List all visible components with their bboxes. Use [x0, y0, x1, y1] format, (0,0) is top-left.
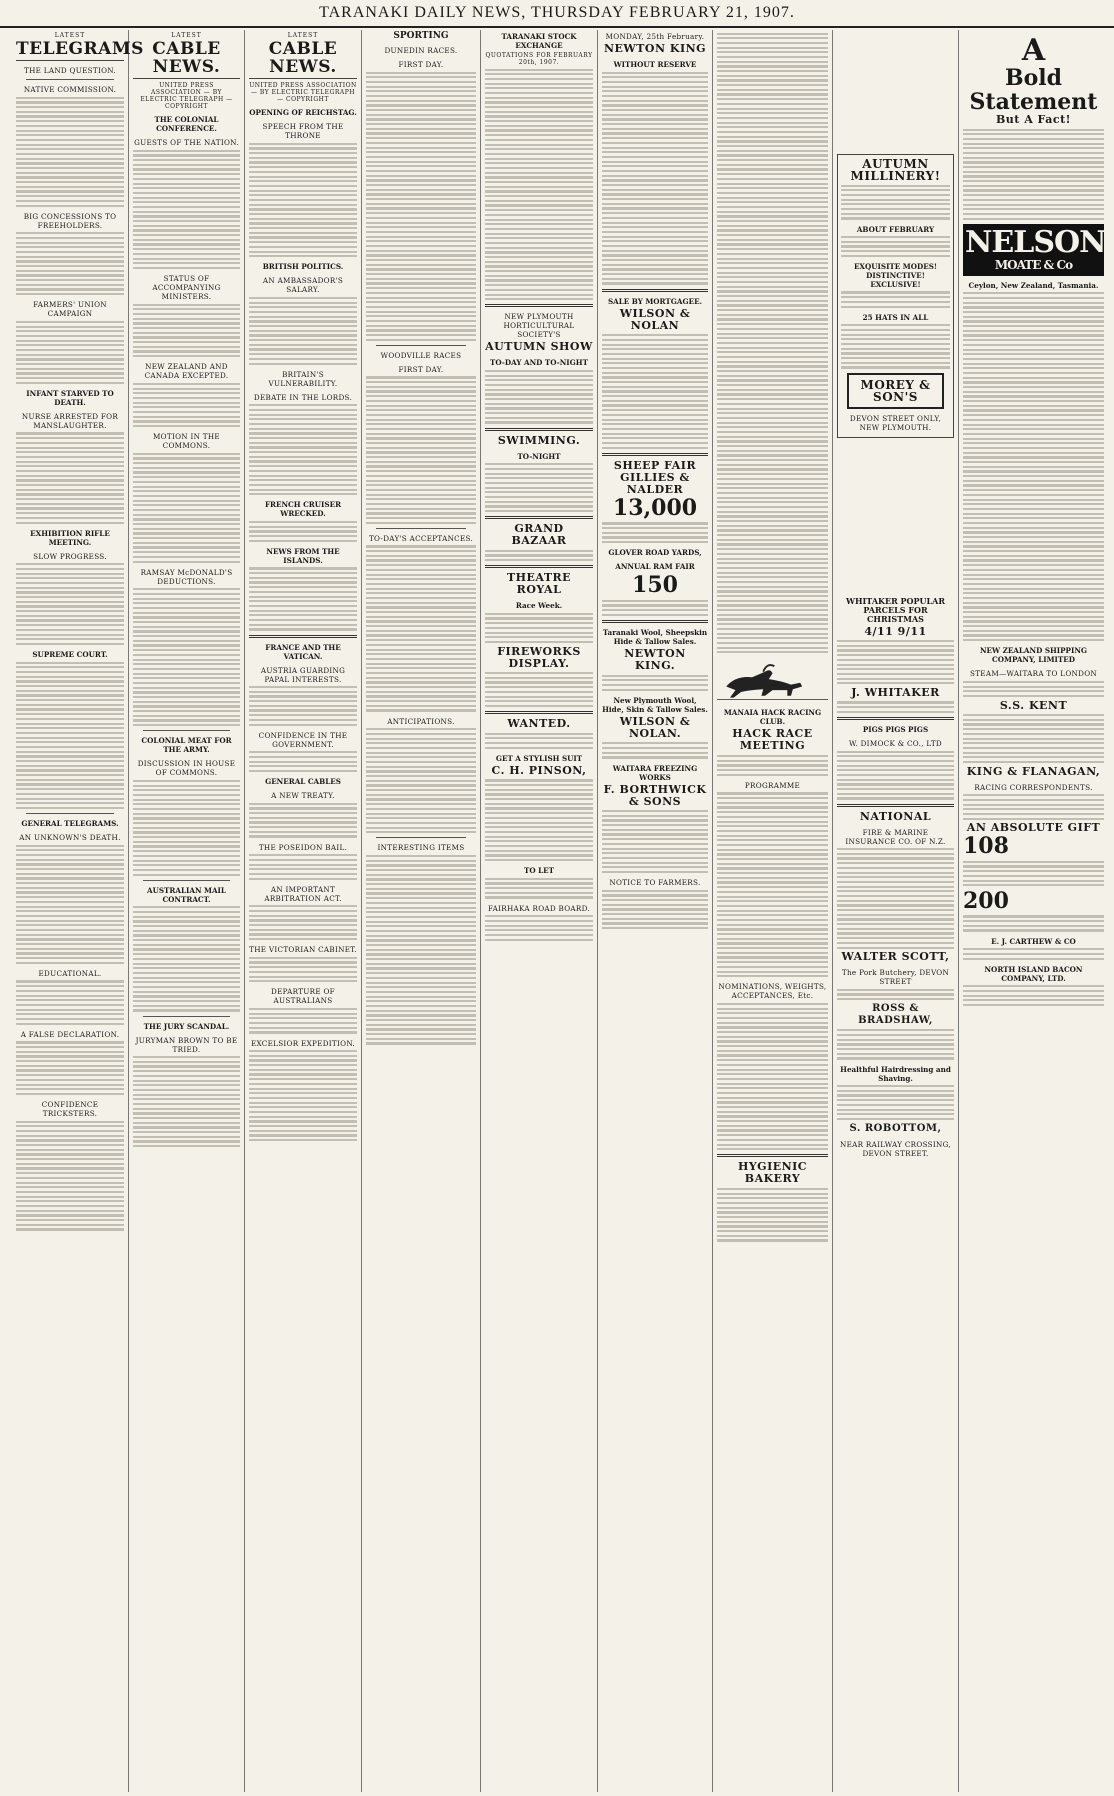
divider: [602, 453, 708, 456]
ad-title: HYGIENIC BAKERY: [737, 1160, 808, 1186]
article-text: [366, 545, 476, 711]
article-text: [133, 906, 240, 1011]
ad-title: WILSON & NOLAN: [619, 306, 691, 332]
ad-address: DEVON STREET ONLY, NEW PLYMOUTH.: [849, 413, 942, 432]
ad-heading: The Pork Butchery, DEVON STREET: [841, 968, 950, 987]
section-subheading: FIRST DAY.: [398, 60, 444, 69]
ad-heading: RACING CORRESPONDENTS.: [974, 782, 1093, 792]
section-heading: EXHIBITION RIFLE MEETING.: [30, 528, 110, 547]
article-text: [133, 780, 240, 876]
article-text: [366, 72, 476, 341]
section-heading: THE COLONIAL CONFERENCE.: [154, 115, 219, 134]
ad-title: NEWTON KING.: [624, 647, 686, 672]
ad-big-number: 150: [632, 572, 678, 599]
ad-text: [485, 878, 593, 899]
section-subheading: EDUCATIONAL.: [38, 968, 102, 978]
article-text: [16, 232, 124, 295]
divider: [485, 565, 593, 568]
ad-title: THEATRE ROYAL: [506, 571, 572, 597]
article-text: [366, 855, 476, 1045]
divider: [26, 813, 114, 814]
ad-heading: Ceylon, New Zealand, Tasmania.: [968, 280, 1099, 290]
ad-text: [717, 755, 828, 776]
ad-text: [717, 1003, 828, 1151]
ad-heading: NOTICE TO FARMERS.: [609, 878, 701, 888]
ad-text: [837, 989, 954, 1001]
ad-text: [602, 675, 708, 691]
section-subheading: FIRST DAY.: [398, 364, 444, 374]
section-heading: THE LAND QUESTION.: [23, 66, 117, 76]
divider: [602, 289, 708, 292]
ad-text: [963, 861, 1104, 887]
article-text: [249, 404, 357, 495]
article-text: [133, 304, 240, 358]
article-text: [249, 803, 357, 838]
article-text: [16, 432, 124, 523]
section-heading: BIG CONCESSIONS TO FREEHOLDERS.: [23, 211, 117, 230]
ad-title: ROSS & BRADSHAW,: [858, 1002, 933, 1026]
article-text: [133, 150, 240, 269]
blank-space: [837, 30, 954, 150]
column-title: CABLE NEWS.: [133, 40, 240, 79]
section-heading: BRITISH POLITICS.: [262, 262, 344, 272]
ad-heading: WITHOUT RESERVE: [613, 60, 697, 69]
ad-heading: Race Week.: [515, 601, 563, 611]
divider: [26, 79, 114, 80]
ad-heading: MANAIA HACK RACING CLUB.: [723, 708, 822, 727]
ad-text: [717, 1188, 828, 1242]
ad-heading: SALE BY MORTGAGEE.: [607, 296, 703, 306]
masthead: TARANAKI DAILY NEWS, THURSDAY FEBRUARY 21, 1907.: [0, 0, 1114, 28]
divider: [143, 730, 230, 731]
column-cable-news-2: [245, 30, 362, 1792]
ad-text: [963, 915, 1104, 931]
ad-heading: Healthful Hairdressing and Shaving.: [840, 1064, 951, 1083]
section-subheading: GUESTS OF THE NATION.: [134, 138, 239, 148]
divider: [249, 635, 357, 638]
column-auctions: [598, 30, 713, 1792]
ad-heading: WAITARA FREEZING WORKS: [612, 763, 698, 782]
ad-text: [717, 792, 828, 977]
ad-title: HACK RACE MEETING: [732, 727, 813, 753]
column-auction-detail: [713, 30, 833, 1792]
section-subheading: AUSTRIA GUARDING PAPAL INTERESTS.: [260, 665, 346, 684]
article-text: [249, 143, 357, 258]
section-heading: FARMERS' UNION CAMPAIGN: [33, 300, 107, 319]
article-text: [249, 1050, 357, 1141]
ad-title: S.S. KENT: [999, 698, 1068, 712]
section-subheading: DEPARTURE OF AUSTRALIANS: [271, 987, 335, 1006]
article-text: [249, 297, 357, 365]
ad-text: [837, 640, 954, 684]
ad-title: WILSON & NOLAN.: [619, 714, 691, 740]
article-text: [133, 588, 240, 726]
divider: [717, 1154, 828, 1157]
ad-prices: 4/11 9/11: [864, 624, 927, 638]
section-heading: FRENCH CRUISER WRECKED.: [264, 500, 342, 519]
section-heading: WOODVILLE RACES: [380, 350, 462, 360]
divider: [143, 1016, 230, 1017]
ad-big-number: 108: [963, 833, 1009, 860]
ad-heading: W. DIMOCK & CO., LTD: [849, 739, 942, 748]
column-stock-exchange: [481, 30, 598, 1792]
divider: [485, 428, 593, 431]
ad-text: [963, 948, 1104, 960]
ad-heading: PIGS PIGS PIGS: [862, 725, 929, 734]
ad-text: [485, 550, 593, 562]
divider: [837, 717, 954, 720]
section-heading: OPENING OF REICHSTAG.: [249, 108, 357, 118]
section-subheading: DEBATE IN THE LORDS.: [253, 392, 353, 402]
article-text: [249, 521, 357, 542]
ad-title: KING & FLANAGAN,: [966, 764, 1101, 778]
section-subheading: BRITAIN'S VULNERABILITY.: [268, 369, 338, 388]
ad-text: [837, 1085, 954, 1120]
ad-heading: 25 HATS IN ALL: [862, 312, 929, 322]
ad-text: [602, 810, 708, 873]
tea-brand-logo: [963, 224, 1104, 276]
column-telegrams: [12, 30, 144, 1792]
divider: [837, 804, 954, 807]
ad-text: [841, 291, 950, 307]
ad-address: NEAR RAILWAY CROSSING, DEVON STREET.: [840, 1139, 951, 1158]
ad-title: AUTUMN MILLINERY!: [850, 157, 941, 183]
ad-text: [963, 681, 1104, 697]
ad-title: S. ROBOTTOM,: [849, 1122, 942, 1134]
ad-text: [602, 890, 708, 930]
ad-title: F. BORTHWICK & SONS: [603, 782, 707, 808]
article-text: [16, 97, 124, 207]
ad-heading: New Plymouth Wool, Hide, Skin & Tallow Sales.: [602, 695, 708, 714]
kicker: LATEST: [287, 32, 319, 39]
ad-text: [602, 742, 708, 758]
classified-text: [963, 292, 1104, 641]
section-heading: FRANCE AND THE VATICAN.: [265, 642, 341, 661]
ad-text: [602, 600, 708, 616]
ad-text: [602, 334, 708, 449]
column-shop-ads: [833, 30, 959, 1792]
section-heading: SUPREME COURT.: [32, 650, 108, 660]
horse-icon: [717, 657, 828, 703]
ad-text: [963, 129, 1104, 220]
column-title: SPORTING: [393, 31, 449, 41]
section-subheading: EXCELSIOR EXPEDITION.: [250, 1038, 356, 1048]
stock-table: [485, 69, 593, 301]
brand-sub: MOATE & Co: [994, 257, 1073, 272]
section-subheading: THE VICTORIAN CABINET.: [249, 945, 357, 955]
ad-text: [963, 794, 1104, 820]
kicker: LATEST: [54, 32, 86, 39]
section-subheading: SPEECH FROM THE THRONE: [262, 122, 344, 141]
ad-title: NATIONAL: [859, 809, 932, 823]
ad-text: [963, 985, 1104, 1006]
ad-big-number: 200: [963, 887, 1009, 914]
ad-text: [841, 324, 950, 368]
ad-text: [485, 915, 593, 941]
section-subheading: AN IMPORTANT ARBITRATION ACT.: [264, 884, 342, 903]
ad-text: [602, 72, 708, 285]
article-text: [16, 321, 124, 384]
section-subheading: THE POSEIDON BAIL.: [258, 842, 348, 852]
divider: [485, 516, 593, 519]
section-subheading: NEW ZEALAND AND CANADA EXCEPTED.: [144, 362, 229, 381]
section-heading: TO-DAY'S ACCEPTANCES.: [368, 533, 474, 543]
ad-subtitle: But A Fact!: [995, 113, 1071, 126]
millinery-advert: [837, 154, 954, 438]
ad-heading: Taranaki Wool, Sheepskin Hide & Tallow Sales.: [602, 628, 708, 646]
ad-title: WANTED.: [507, 717, 571, 731]
section-subheading: STATUS OF ACCOMPANYING MINISTERS.: [152, 274, 221, 302]
ad-title: NEWTON KING: [603, 42, 707, 55]
ad-heading: TO-NIGHT: [517, 451, 561, 461]
ad-title: GRAND BAZAAR: [511, 522, 567, 548]
ad-text: [485, 370, 593, 424]
ad-heading: ABOUT FEBRUARY: [856, 224, 935, 234]
ad-title: C. H. PINSON,: [491, 763, 587, 777]
article-text: [133, 453, 240, 563]
ad-text: [837, 701, 954, 713]
column-subtitle: UNITED PRESS ASSOCIATION — BY ELECTRIC TELEGRAPH — COPYRIGHT: [140, 82, 233, 111]
ad-text: [485, 733, 593, 749]
column-title: TELEGRAMS: [16, 39, 144, 60]
article-text: [249, 854, 357, 880]
ad-text: [841, 185, 950, 220]
article-text: [16, 662, 124, 810]
article-text: [16, 1041, 124, 1095]
article-text: [249, 686, 357, 726]
section-subheading: A FALSE DECLARATION.: [20, 1029, 120, 1039]
ad-title: MOREY & SON'S: [847, 373, 944, 409]
article-text: [249, 567, 357, 630]
ad-title: AN ABSOLUTE GIFT: [966, 821, 1101, 835]
ad-heading: GET A STYLISH SUIT: [495, 753, 583, 763]
brand-name: NELSON: [965, 224, 1106, 260]
ad-big-letter: A: [1021, 33, 1046, 68]
section-heading: INFANT STARVED TO DEATH.: [26, 388, 114, 407]
ad-date: MONDAY, 25th February.: [605, 32, 705, 41]
ad-heading: NORTH ISLAND BACON COMPANY, LTD.: [984, 964, 1083, 983]
section-subheading: DISCUSSION IN HOUSE OF COMMONS.: [137, 759, 236, 778]
article-text: [366, 376, 476, 524]
article-text: [133, 1056, 240, 1147]
ad-text: [485, 672, 593, 707]
ad-heading: EXQUISITE MODES! DISTINCTIVE! EXCLUSIVE!: [853, 261, 938, 289]
ad-text: [837, 848, 954, 949]
ad-heading: ANNUAL RAM FAIR: [615, 562, 695, 572]
ad-title: WALTER SCOTT,: [841, 950, 950, 964]
ad-heading: NEW PLYMOUTH HORTICULTURAL SOCIETY'S: [503, 312, 575, 340]
ad-title: Bold Statement: [969, 65, 1098, 115]
article-text: [249, 751, 357, 772]
ad-text: [602, 522, 708, 543]
article-text: [249, 1008, 357, 1034]
divider: [376, 345, 466, 346]
article-text: [249, 957, 357, 983]
section-heading: THE JURY SCANDAL.: [143, 1021, 230, 1031]
ad-heading: TO LET: [524, 866, 554, 876]
section-subheading: RAMSAY McDONALD'S DEDUCTIONS.: [140, 567, 233, 586]
section-subheading: NURSE ARRESTED FOR MANSLAUGHTER.: [21, 411, 119, 430]
article-text: [16, 563, 124, 645]
divider: [376, 837, 466, 838]
ad-title: FIREWORKS DISPLAY.: [497, 644, 581, 670]
kicker: LATEST: [171, 32, 202, 39]
section-heading: AUSTRALIAN MAIL CONTRACT.: [147, 885, 226, 904]
column-title: TARANAKI STOCK EXCHANGE: [501, 32, 577, 50]
article-text: [249, 905, 357, 940]
article-text: [16, 845, 124, 964]
section-heading: INTERESTING ITEMS: [377, 843, 465, 853]
section-heading: GENERAL CABLES: [265, 777, 341, 787]
ad-heading: E. J. CARTHEW & CO: [991, 936, 1076, 946]
ad-text: [837, 1029, 954, 1059]
article-text: [366, 728, 476, 833]
divider: [485, 711, 593, 714]
ad-big-number: 13,000: [612, 494, 698, 521]
ad-title: SHEEP FAIR: [613, 458, 697, 472]
section-subheading: AN UNKNOWN'S DEATH.: [19, 833, 121, 843]
article-text: [16, 1121, 124, 1231]
section-subheading: SLOW PROGRESS.: [33, 551, 107, 561]
ad-heading: STEAM—WAITARA TO LONDON: [969, 669, 1097, 679]
ad-title: SWIMMING.: [497, 433, 581, 447]
ad-heading: GLOVER ROAD YARDS,: [608, 548, 702, 558]
ad-heading: TO-DAY AND TO-NIGHT: [490, 358, 588, 368]
divider: [143, 880, 230, 881]
divider: [602, 620, 708, 623]
article-text: [133, 383, 240, 427]
column-cable-news-1: [129, 30, 245, 1792]
ad-heading: FAIRHAKA ROAD BOARD.: [487, 903, 591, 913]
column-subtitle: QUOTATIONS FOR FEBRUARY 20th, 1907.: [485, 52, 593, 66]
article-text: [16, 980, 124, 1024]
column-classifieds: [959, 30, 1108, 1792]
ad-text: [841, 236, 950, 257]
blank-space: [837, 442, 954, 592]
section-subheading: CONFIDENCE IN THE GOVERNMENT.: [258, 730, 348, 749]
column-sporting: [362, 30, 481, 1792]
divider: [376, 528, 466, 529]
ad-title: GILLIES & NALDER: [620, 470, 690, 496]
column-subtitle: UNITED PRESS ASSOCIATION — BY ELECTRIC TELEGRAPH — COPYRIGHT: [249, 82, 357, 104]
ad-heading: FIRE & MARINE INSURANCE CO. OF N.Z.: [845, 827, 946, 846]
ad-heading: NOMINATIONS, WEIGHTS, ACCEPTANCES, Etc.: [718, 982, 827, 1001]
section-heading: COLONIAL MEAT FOR THE ARMY.: [141, 736, 232, 755]
section-subheading: AN AMBASSADOR'S SALARY.: [262, 276, 344, 295]
section-heading: DUNEDIN RACES.: [384, 46, 458, 55]
section-subheading: JURYMAN BROWN TO BE TRIED.: [135, 1035, 238, 1054]
section-heading: GENERAL TELEGRAMS.: [21, 819, 119, 829]
race-horse-illustration: [717, 657, 828, 703]
ad-text: [485, 613, 593, 643]
section-subheading: A NEW TREATY.: [271, 791, 335, 801]
section-subheading: CONFIDENCE TRICKSTERS.: [41, 1100, 99, 1119]
section-heading: NEWS FROM THE ISLANDS.: [266, 546, 340, 565]
section-heading: ANTICIPATIONS.: [387, 716, 455, 726]
ad-text: [837, 751, 954, 800]
ad-heading: WHITAKER POPULAR PARCELS FOR CHRISTMAS: [846, 595, 945, 624]
newspaper-columns: [12, 30, 1108, 1792]
ad-title: J. WHITAKER: [851, 685, 940, 699]
column-title: CABLE NEWS.: [249, 40, 357, 79]
section-heading: NATIVE COMMISSION.: [23, 85, 117, 95]
ad-text: [485, 463, 593, 512]
ad-text: [485, 779, 593, 861]
ad-text: [963, 714, 1104, 763]
ad-heading: PROGRAMME: [744, 780, 801, 790]
ad-heading: NEW ZEALAND SHIPPING COMPANY, LIMITED: [979, 646, 1088, 665]
divider: [485, 304, 593, 307]
ad-title: AUTUMN SHOW: [485, 340, 593, 354]
section-subheading: MOTION IN THE COMMONS.: [153, 432, 220, 451]
ad-text: [717, 33, 828, 654]
